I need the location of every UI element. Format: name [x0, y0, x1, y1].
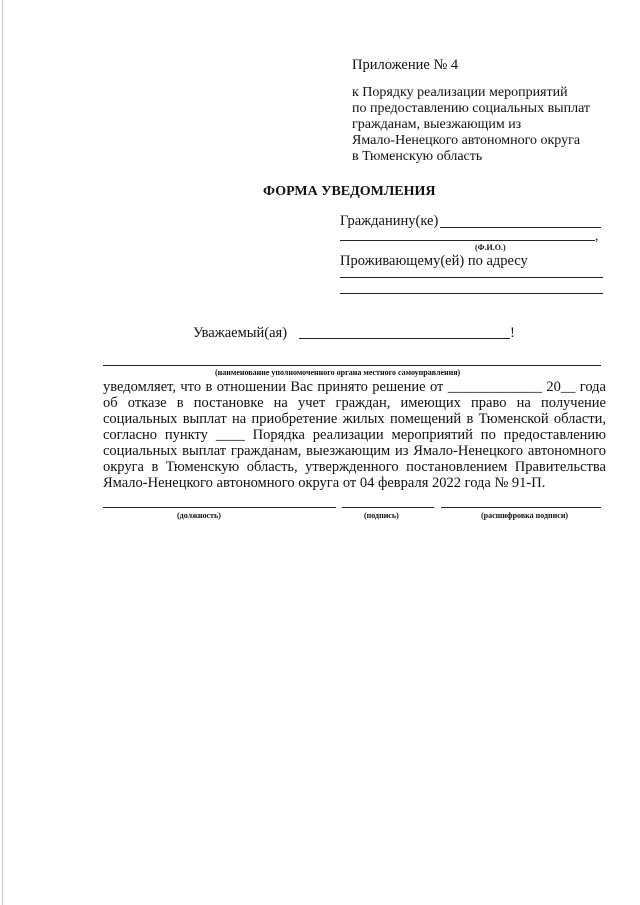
- citizen-name-line-2: [340, 240, 595, 241]
- body-line: уведомляет, что в отношении Вас принято решение от _____________ 20__ года: [103, 379, 606, 395]
- appendix-line: гражданам, выезжающим из: [352, 117, 522, 132]
- body-line: Ямало-Ненецкого автономного округа от 04 февраля 2022 года № 91-П.: [103, 475, 546, 491]
- body-line: согласно пункту ____ Порядка реализации мероприятий по предоставлению: [103, 427, 606, 443]
- form-title: ФОРМА УВЕДОМЛЕНИЯ: [263, 184, 436, 199]
- appendix-title: Приложение № 4: [352, 57, 459, 73]
- authority-caption: (наименование уполномоченного органа местного самоуправления): [215, 368, 461, 377]
- appendix-line: к Порядку реализации мероприятий: [352, 85, 568, 100]
- body-line: об отказе в постановке на учет граждан, имеющих право на получение: [103, 395, 606, 411]
- authority-line: [103, 365, 601, 366]
- signature-line: [342, 507, 434, 508]
- appendix-line: Ямало-Ненецкого автономного округа: [352, 133, 581, 148]
- appendix-line: в Тюменскую область: [352, 149, 483, 164]
- body-line: социальных выплат гражданам, выезжающим из Ямало-Ненецкого автономного: [103, 443, 606, 459]
- address-label: Проживающему(ей) по адресу: [340, 253, 528, 269]
- decoding-line: [441, 507, 601, 508]
- position-line: [103, 507, 336, 508]
- address-line-2: [340, 293, 603, 294]
- citizen-name-line: [440, 227, 601, 228]
- greeting-name-line: [299, 338, 510, 339]
- body-line: социальных выплат на приобретение жилых помещений в Тюменской области,: [103, 411, 606, 427]
- greeting-label: Уважаемый(ая): [193, 325, 288, 341]
- body-line: округа в Тюменскую область, утвержденного постановлением Правительства: [103, 459, 606, 475]
- appendix-line: по предоставлению социальных выплат: [352, 101, 591, 116]
- fio-caption: (Ф.И.О.): [475, 243, 506, 252]
- comma: ,: [595, 229, 599, 244]
- page-edge: [2, 0, 3, 905]
- citizen-label: Гражданину(ке): [340, 213, 439, 229]
- signature-caption: (подпись): [364, 511, 399, 520]
- greeting-exclamation: !: [510, 325, 515, 341]
- decoding-caption: (расшифровка подписи): [481, 511, 569, 520]
- position-caption: (должность): [177, 511, 221, 520]
- address-line-1: [340, 277, 603, 278]
